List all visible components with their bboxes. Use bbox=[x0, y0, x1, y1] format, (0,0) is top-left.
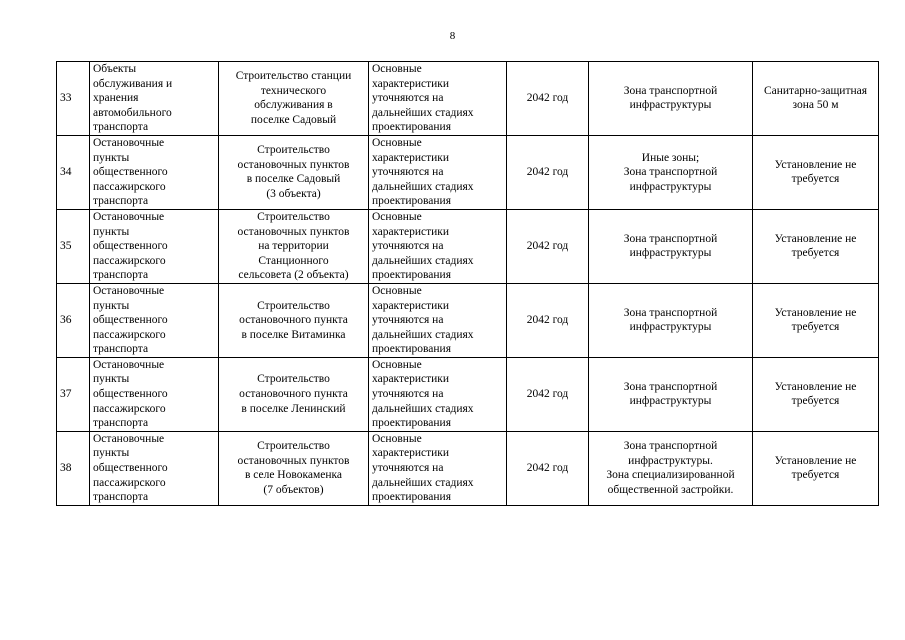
description-text: Строительство остановочного пункта в поселке Ленинский bbox=[239, 373, 348, 415]
table-row bbox=[57, 283, 879, 357]
zone-text: Зона транспортной инфраструктуры bbox=[623, 306, 718, 334]
description-text: Строительство остановочного пункта в поселке Витаминка bbox=[239, 299, 348, 341]
table-row bbox=[57, 209, 879, 283]
restriction-cell bbox=[753, 283, 879, 357]
zone-text: Зона транспортной инфраструктуры bbox=[623, 232, 718, 260]
zone-cell bbox=[589, 209, 753, 283]
description-text: Строительство остановочных пунктов в поселке Садовый (3 объекта) bbox=[237, 144, 350, 201]
characteristics-text: Основные характеристики уточняются на дальнейших стадиях проектирования bbox=[372, 136, 474, 208]
table-row bbox=[57, 62, 879, 136]
year-cell: 2042 год bbox=[507, 357, 589, 431]
restriction-cell bbox=[753, 62, 879, 136]
row-number: 33 bbox=[57, 62, 90, 136]
objects-table bbox=[56, 61, 879, 506]
characteristics-cell bbox=[369, 357, 507, 431]
object-type-cell bbox=[90, 431, 219, 505]
restriction-text: Санитарно-защитная зона 50 м bbox=[763, 84, 868, 112]
description-text: Строительство остановочных пунктов на территории Станционного сельсовета (2 объекта) bbox=[237, 210, 350, 282]
restriction-cell bbox=[753, 431, 879, 505]
object-type-text: Остановочные пункты общественного пассажирского транспорта bbox=[93, 210, 168, 282]
characteristics-cell bbox=[369, 135, 507, 209]
page-number: 8 bbox=[449, 30, 456, 42]
restriction-text: Установление не требуется bbox=[774, 454, 857, 482]
object-type-cell bbox=[90, 135, 219, 209]
zone-text: Зона транспортной инфраструктуры. Зона специализированной общественной застройки. bbox=[606, 440, 735, 496]
object-type-text: Остановочные пункты общественного пассажирского транспорта bbox=[93, 432, 168, 504]
row-number: 34 bbox=[57, 135, 90, 209]
year-cell: 2042 год bbox=[507, 209, 589, 283]
object-type-text: Объекты обслуживания и хранения автомобильного транспорта bbox=[93, 63, 173, 134]
year-cell: 2042 год bbox=[507, 431, 589, 505]
restriction-text: Установление не требуется bbox=[774, 306, 857, 334]
year-cell: 2042 год bbox=[507, 283, 589, 357]
characteristics-text: Основные характеристики уточняются на дальнейших стадиях проектирования bbox=[372, 63, 474, 134]
zone-cell bbox=[589, 135, 753, 209]
restriction-cell bbox=[753, 135, 879, 209]
row-number: 36 bbox=[57, 283, 90, 357]
row-number: 35 bbox=[57, 209, 90, 283]
object-type-text: Остановочные пункты общественного пассажирского транспорта bbox=[93, 284, 168, 356]
zone-cell bbox=[589, 62, 753, 136]
description-text: Строительство остановочных пунктов в селе Новокаменка (7 объектов) bbox=[237, 440, 350, 496]
characteristics-text: Основные характеристики уточняются на дальнейших стадиях проектирования bbox=[372, 284, 474, 356]
description-cell bbox=[219, 62, 369, 136]
description-cell bbox=[219, 283, 369, 357]
object-type-text: Остановочные пункты общественного пассажирского транспорта bbox=[93, 136, 168, 208]
object-type-cell bbox=[90, 209, 219, 283]
table-row bbox=[57, 431, 879, 505]
object-type-cell bbox=[90, 357, 219, 431]
characteristics-text: Основные характеристики уточняются на дальнейших стадиях проектирования bbox=[372, 358, 474, 430]
description-text: Строительство станции технического обслуживания в поселке Садовый bbox=[235, 70, 352, 127]
zone-text: Зона транспортной инфраструктуры bbox=[623, 84, 718, 112]
description-cell bbox=[219, 357, 369, 431]
year-cell: 2042 год bbox=[507, 62, 589, 136]
characteristics-cell bbox=[369, 62, 507, 136]
restriction-text: Установление не требуется bbox=[774, 158, 857, 186]
characteristics-text: Основные характеристики уточняются на дальнейших стадиях проектирования bbox=[372, 432, 474, 504]
year-cell: 2042 год bbox=[507, 135, 589, 209]
characteristics-cell bbox=[369, 431, 507, 505]
object-type-cell bbox=[90, 283, 219, 357]
restriction-text: Установление не требуется bbox=[774, 380, 857, 408]
zone-cell bbox=[589, 283, 753, 357]
characteristics-cell bbox=[369, 209, 507, 283]
object-type-cell bbox=[90, 62, 219, 136]
zone-text: Зона транспортной инфраструктуры bbox=[623, 380, 718, 408]
table-row bbox=[57, 357, 879, 431]
table-row bbox=[57, 135, 879, 209]
zone-cell bbox=[589, 357, 753, 431]
characteristics-text: Основные характеристики уточняются на дальнейших стадиях проектирования bbox=[372, 210, 474, 282]
restriction-cell bbox=[753, 209, 879, 283]
description-cell bbox=[219, 431, 369, 505]
zone-text: Иные зоны; Зона транспортной инфраструктуры bbox=[623, 151, 718, 193]
restriction-cell bbox=[753, 357, 879, 431]
object-type-text: Остановочные пункты общественного пассажирского транспорта bbox=[93, 358, 168, 430]
row-number: 38 bbox=[57, 431, 90, 505]
characteristics-cell bbox=[369, 283, 507, 357]
zone-cell bbox=[589, 431, 753, 505]
row-number: 37 bbox=[57, 357, 90, 431]
description-cell bbox=[219, 135, 369, 209]
restriction-text: Установление не требуется bbox=[774, 232, 857, 260]
description-cell bbox=[219, 209, 369, 283]
